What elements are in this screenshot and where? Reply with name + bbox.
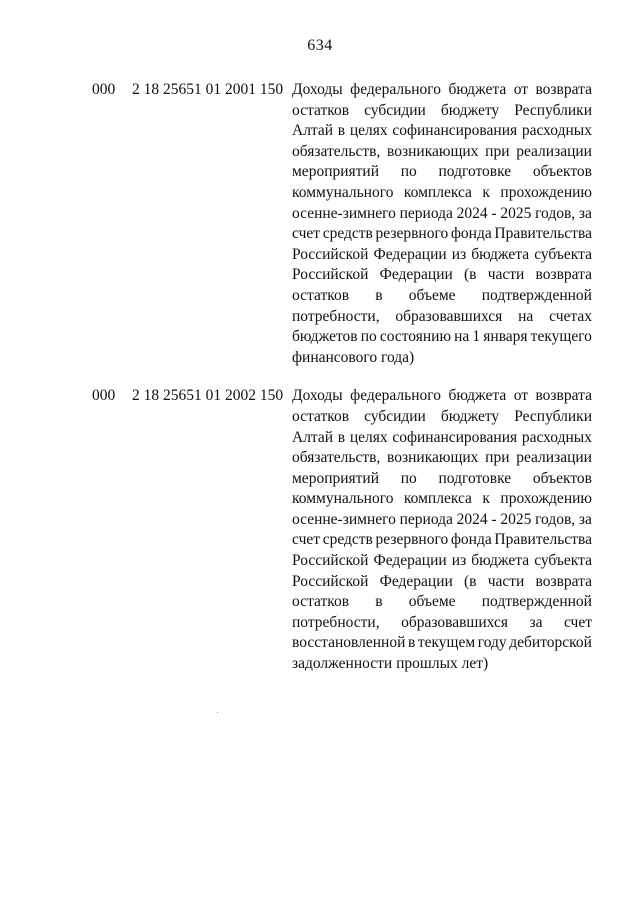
description-line: счет средств резервного фонда Правительства	[292, 531, 592, 549]
description-line: остатков в объеме подтвержденной	[292, 286, 592, 304]
entry-description	[292, 80, 592, 368]
description-line: осенне-зимнего периода 2024 - 2025 годов, за	[292, 204, 592, 222]
description-line: счет средств резервного фонда Правительства	[292, 225, 592, 243]
budget-classification-code: 2 18 25651 01 2001 150	[132, 81, 284, 98]
budget-classification-code: 2 18 25651 01 2002 150	[132, 387, 284, 405]
description-line: Доходы федерального бюджета от возврата	[292, 387, 592, 405]
description-line: финансового года)	[292, 348, 415, 366]
description-line: коммунального комплекса к прохождению	[292, 490, 592, 508]
description-line: восстановленной в текущем году дебиторской	[292, 634, 592, 652]
administrator-code: 000	[92, 81, 116, 98]
scan-artifact	[217, 712, 218, 713]
page-number: 634	[307, 37, 333, 54]
description-line: потребности, образовавшихся на счетах	[292, 307, 592, 325]
description-line: осенне-зимнего периода 2024 - 2025 годов, за	[292, 510, 592, 528]
description-line: коммунального комплекса к прохождению	[292, 183, 592, 201]
description-line: бюджетов по состоянию на 1 января текущего	[292, 328, 592, 346]
description-line: остатков субсидии бюджету Республики	[292, 101, 592, 119]
description-line: Российской Федерации (в части возврата	[292, 572, 592, 590]
budget-code-entry	[0, 386, 640, 674]
description-line: Доходы федерального бюджета от возврата	[292, 81, 592, 98]
description-line: мероприятий по подготовке объектов	[292, 163, 592, 181]
budget-code-list	[0, 80, 640, 693]
description-line: Алтай в целях софинансирования расходных	[292, 428, 592, 446]
description-line: задолженности прошлых лет)	[292, 655, 489, 673]
description-line: остатков в объеме подтвержденной	[292, 593, 592, 611]
entry-description	[292, 386, 592, 674]
description-line: обязательств, возникающих при реализации	[292, 142, 592, 160]
description-line: Российской Федерации (в части возврата	[292, 266, 592, 284]
description-line: Российской Федерации из бюджета субъекта	[292, 245, 592, 263]
description-line: обязательств, возникающих при реализации	[292, 449, 592, 467]
description-line: мероприятий по подготовке объектов	[292, 469, 592, 487]
administrator-code: 000	[92, 387, 116, 405]
description-line: Алтай в целях софинансирования расходных	[292, 122, 592, 140]
description-line: потребности, образовавшихся за счет	[292, 613, 592, 631]
description-line: Российской Федерации из бюджета субъекта	[292, 552, 592, 570]
description-line: остатков субсидии бюджету Республики	[292, 407, 592, 425]
budget-code-entry	[0, 80, 640, 368]
